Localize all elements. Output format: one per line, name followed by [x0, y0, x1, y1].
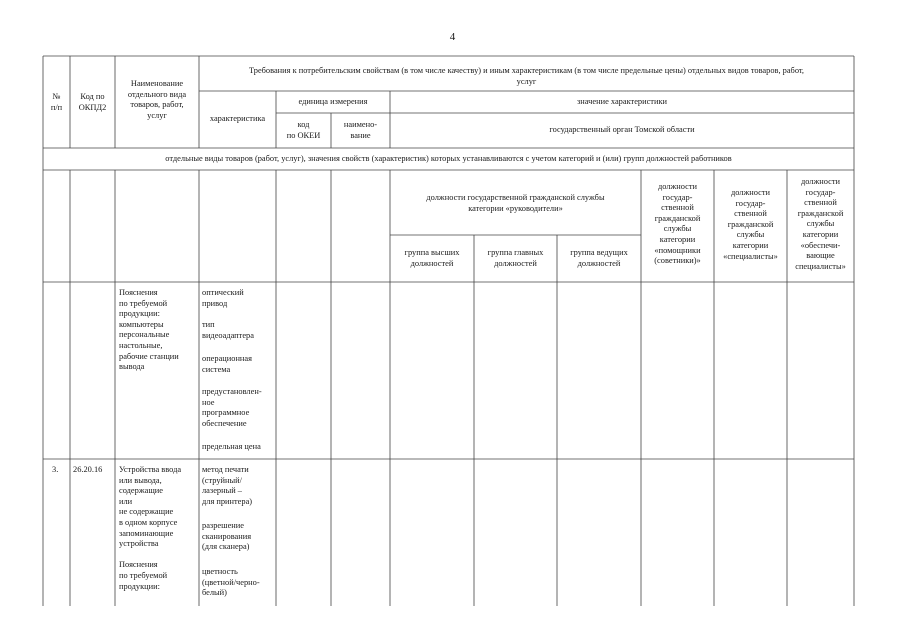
characteristic-label: предустановлен- ное программное обеспечение: [202, 387, 262, 428]
header-characteristic: характеристика: [209, 114, 266, 123]
header-unit: единица измерения: [298, 97, 368, 106]
position-assistants: должности государ- ственной гражданской службы категории «помощники (советники)»: [654, 182, 701, 266]
page-number: 4: [449, 31, 456, 43]
row-number: 3.: [52, 465, 59, 474]
position-group-lead: группа ведущих должностей: [570, 248, 628, 268]
row-okpd2-code: 26.20.16: [73, 465, 103, 474]
position-group-main: группа главных должностей: [487, 248, 544, 268]
header-col-okpd2: Код по ОКПД2: [78, 92, 107, 112]
position-leaders: должности государственной гражданской службы категории «руководители»: [426, 193, 605, 213]
position-specialists: должности государ- ственной гражданской службы категории «специалисты»: [723, 188, 778, 261]
header-col-item-name: Наименование отдельного вида товаров, работ, услуг: [127, 79, 187, 120]
header-okei-code: код по ОКЕИ: [286, 120, 321, 140]
header-requirements: Требования к потребительским свойствам (в том числе качеству) и иным характеристикам (в том числе предельные цены) отдельных видов товаров, работ, услуг: [248, 66, 805, 86]
position-support: должности государ- ственной гражданской службы категории «обеспечи- вающие специалисты»: [795, 177, 846, 271]
characteristic-label: цветность (цветной/черно- белый): [202, 567, 260, 598]
characteristic-label: разрешение сканирования (для сканера): [202, 521, 252, 552]
characteristic-label: метод печати (струйный/ лазерный – для принтера): [202, 465, 253, 506]
characteristic-label: тип видеоадаптера: [202, 320, 254, 340]
section-title: отдельные виды товаров (работ, услуг), значения свойств (характеристик) которых устанавливаются с учетом категорий и (или) групп должностей работников: [165, 154, 732, 163]
characteristic-label: операционная система: [202, 354, 252, 374]
row-item-name: Пояснения по требуемой продукции: компьютеры персональные настольные, рабочие станции вывода: [119, 288, 179, 372]
position-group-high: группа высших должностей: [404, 248, 460, 268]
row-item-name: Устройства ввода или вывода, содержащие или не содержащие в одном корпусе запоминающие устройства Пояснения по требуемой продукции:: [119, 465, 182, 591]
characteristic-label: предельная цена: [202, 442, 261, 451]
header-unit-name: наимено- вание: [343, 120, 378, 140]
header-authority: государственный орган Томской области: [549, 125, 695, 134]
header-value: значение характеристики: [577, 97, 667, 106]
characteristic-label: оптический привод: [202, 288, 244, 308]
header-col-number: № п/п: [50, 92, 63, 112]
